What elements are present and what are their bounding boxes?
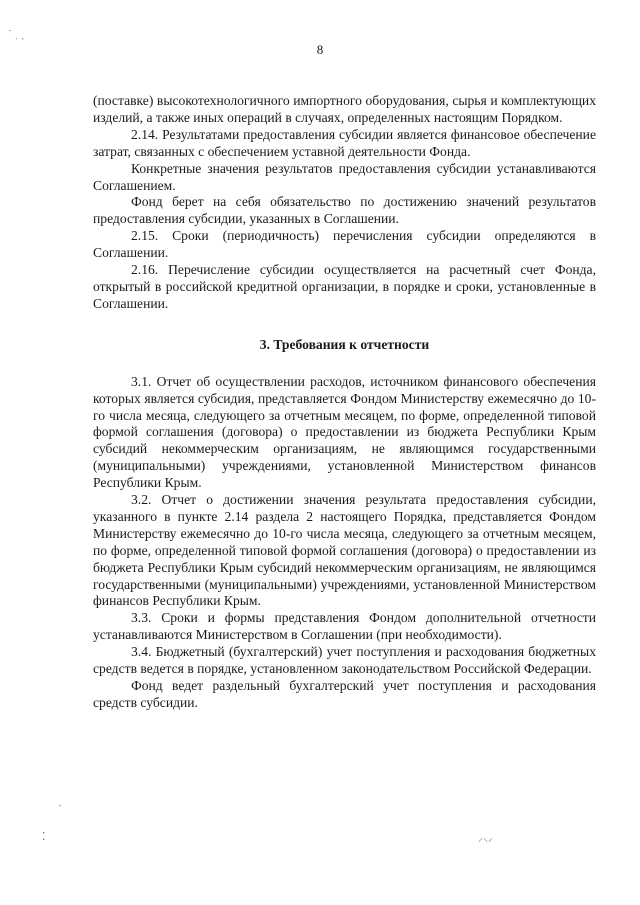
paragraph-p-3-4: 3.4. Бюджетный (бухгалтерский) учет поступления и расходования бюджетных средств ведется в порядке, установленном законодательством Российской Федерации. [93,644,596,677]
paragraph-p-cont: (поставке) высокотехнологичного импортного оборудования, сырья и комплектующих изделий, а также иных операций в случаях, определенных настоящим Порядком. [93,93,596,125]
document-body [93,93,596,712]
scan-mark-bottom-left: ⁚ [42,831,46,843]
section-heading: 3. Требования к отчетности [259,336,430,352]
paragraphs-top [93,93,596,313]
paragraph-p-2-16: 2.16. Перечисление субсидии осуществляется на расчетный счет Фонда, открытый в российской кредитной организации, в порядке и сроки, установленные в Соглашении. [93,262,596,311]
scan-mark-bottom-right: ⸝⸜⸝ [478,833,493,844]
scan-mark-left: ˏ [58,795,62,807]
scan-mark-top-left: ˙ ˌ ˏ [8,28,25,40]
page-number: 8 [316,42,324,57]
paragraph-p-2-15: 2.15. Сроки (периодичность) перечисления субсидии определяются в Соглашении. [93,228,596,261]
paragraph-p-obligation: Фонд берет на себя обязательство по достижению значений результатов предоставления субсидии, указанных в Соглашении. [93,194,596,227]
paragraph-p-3-3: 3.3. Сроки и формы представления Фондом дополнительной отчетности устанавливаются Министерством в Соглашении (при необходимости). [93,610,596,643]
paragraph-p-fond: Фонд ведет раздельный бухгалтерский учет поступления и расходования средств субсидии. [93,678,596,710]
paragraph-p-specific: Конкретные значения результатов предоставления субсидии устанавливаются Соглашением. [93,160,596,193]
paragraphs-section-3 [93,374,596,712]
paragraph-p-3-2: 3.2. Отчет о достижении значения результата предоставления субсидии, указанного в пункте 2.14 раздела 2 настоящего Порядка, представляется Фондом Министерству ежемесячно до 10-го числа месяца, следующего за отчетным месяцем, по форме, определенной типовой формой соглашения (договора) о предоставлении из бюджета Республики Крым субсидий некоммерческим организациям, не являющимся государственными (муниципальными) учреждениями, установленной Министерством финансов Республики Крым. [93,492,596,609]
paragraph-p-2-14: 2.14. Результатами предоставления субсидии является финансовое обеспечение затрат, связанных с обеспечением уставной деятельности Фонда. [93,126,596,159]
paragraph-p-3-1: 3.1. Отчет об осуществлении расходов, источником финансового обеспечения которых является субсидия, представляется Фондом Министерству ежемесячно до 10-го числа месяца, следующего за отчетным месяцем, по форме, определенной типовой формой соглашения (договора) о предоставлении из бюджета Республики Крым субсидий некоммерческим организациям, не являющимся государственными (муниципальными) учреждениями, установленной Министерством финансов Республики Крым. [93,373,596,491]
